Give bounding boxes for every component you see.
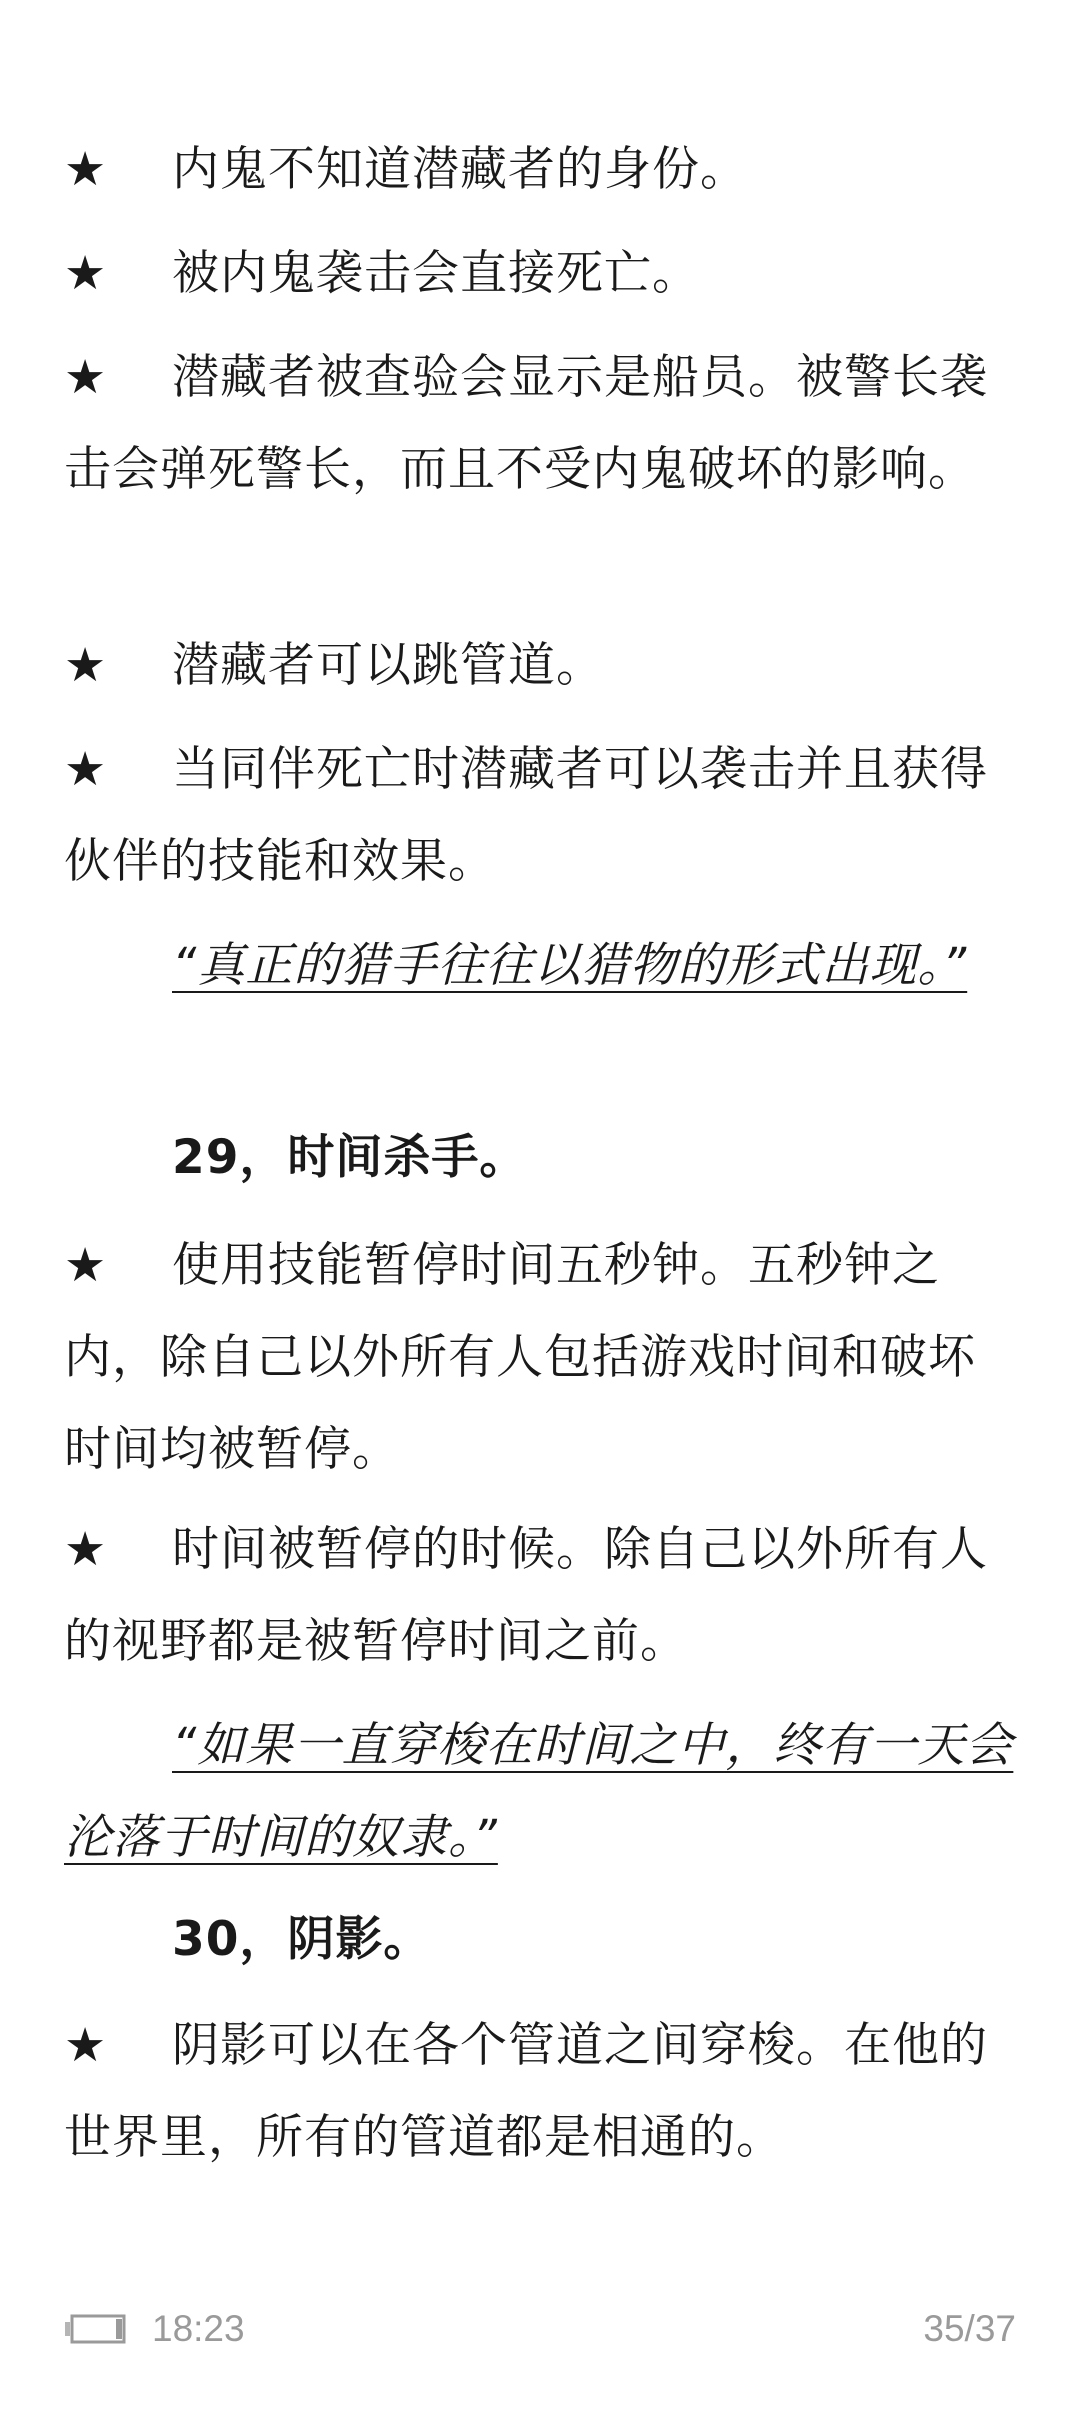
quote-text: “真正的猎手往往以猎物的形式出现。” [172, 938, 968, 993]
paragraph-text: 阴影可以在各个管道之间穿梭。在他的世界里，所有的管道都是相通的。 [64, 2018, 988, 2165]
star-icon: ★ [64, 742, 108, 797]
quote-text: “如果一直穿梭在时间之中，终有一天会沦落于时间的奴隶。” [64, 1718, 1014, 1865]
bullet-item [64, 1220, 1016, 1496]
section-heading: 29，时间杀手。 [172, 1130, 528, 1185]
star-icon: ★ [64, 1238, 108, 1293]
bullet-item [64, 228, 1016, 320]
star-icon: ★ [64, 1522, 108, 1577]
quote-paragraph [64, 920, 1016, 1012]
star-icon: ★ [64, 638, 108, 693]
star-icon: ★ [64, 142, 108, 197]
paragraph-text: 使用技能暂停时间五秒钟。五秒钟之内，除自己以外所有人包括游戏时间和破坏时间均被暂停。 [64, 1238, 976, 1477]
bullet-item [64, 124, 1016, 216]
clock-time: 18:23 [152, 2308, 245, 2349]
bullet-item [64, 1504, 1016, 1688]
battery-icon [64, 2314, 126, 2344]
paragraph-text: 内鬼不知道潜藏者的身份。 [172, 142, 748, 197]
star-icon: ★ [64, 350, 108, 405]
bullet-item [64, 620, 1016, 712]
paragraph-text: 时间被暂停的时候。除自己以外所有人的视野都是被暂停时间之前。 [64, 1522, 988, 1669]
star-icon: ★ [64, 2018, 108, 2073]
bullet-item [64, 332, 1016, 516]
bullet-item [64, 2000, 1016, 2184]
paragraph-text: 潜藏者可以跳管道。 [172, 638, 604, 693]
paragraph-text: 潜藏者被查验会显示是船员。被警长袭击会弹死警长，而且不受内鬼破坏的影响。 [64, 350, 988, 497]
page-counter: 35/37 [923, 2308, 1016, 2349]
bullet-item [64, 724, 1016, 908]
quote-paragraph [64, 1700, 1016, 1884]
paragraph-text: 当同伴死亡时潜藏者可以袭击并且获得伙伴的技能和效果。 [64, 742, 988, 889]
section-heading: 30，阴影。 [172, 1912, 432, 1967]
status-footer [64, 2300, 1016, 2360]
paragraph-text: 被内鬼袭击会直接死亡。 [172, 246, 700, 301]
star-icon: ★ [64, 246, 108, 301]
